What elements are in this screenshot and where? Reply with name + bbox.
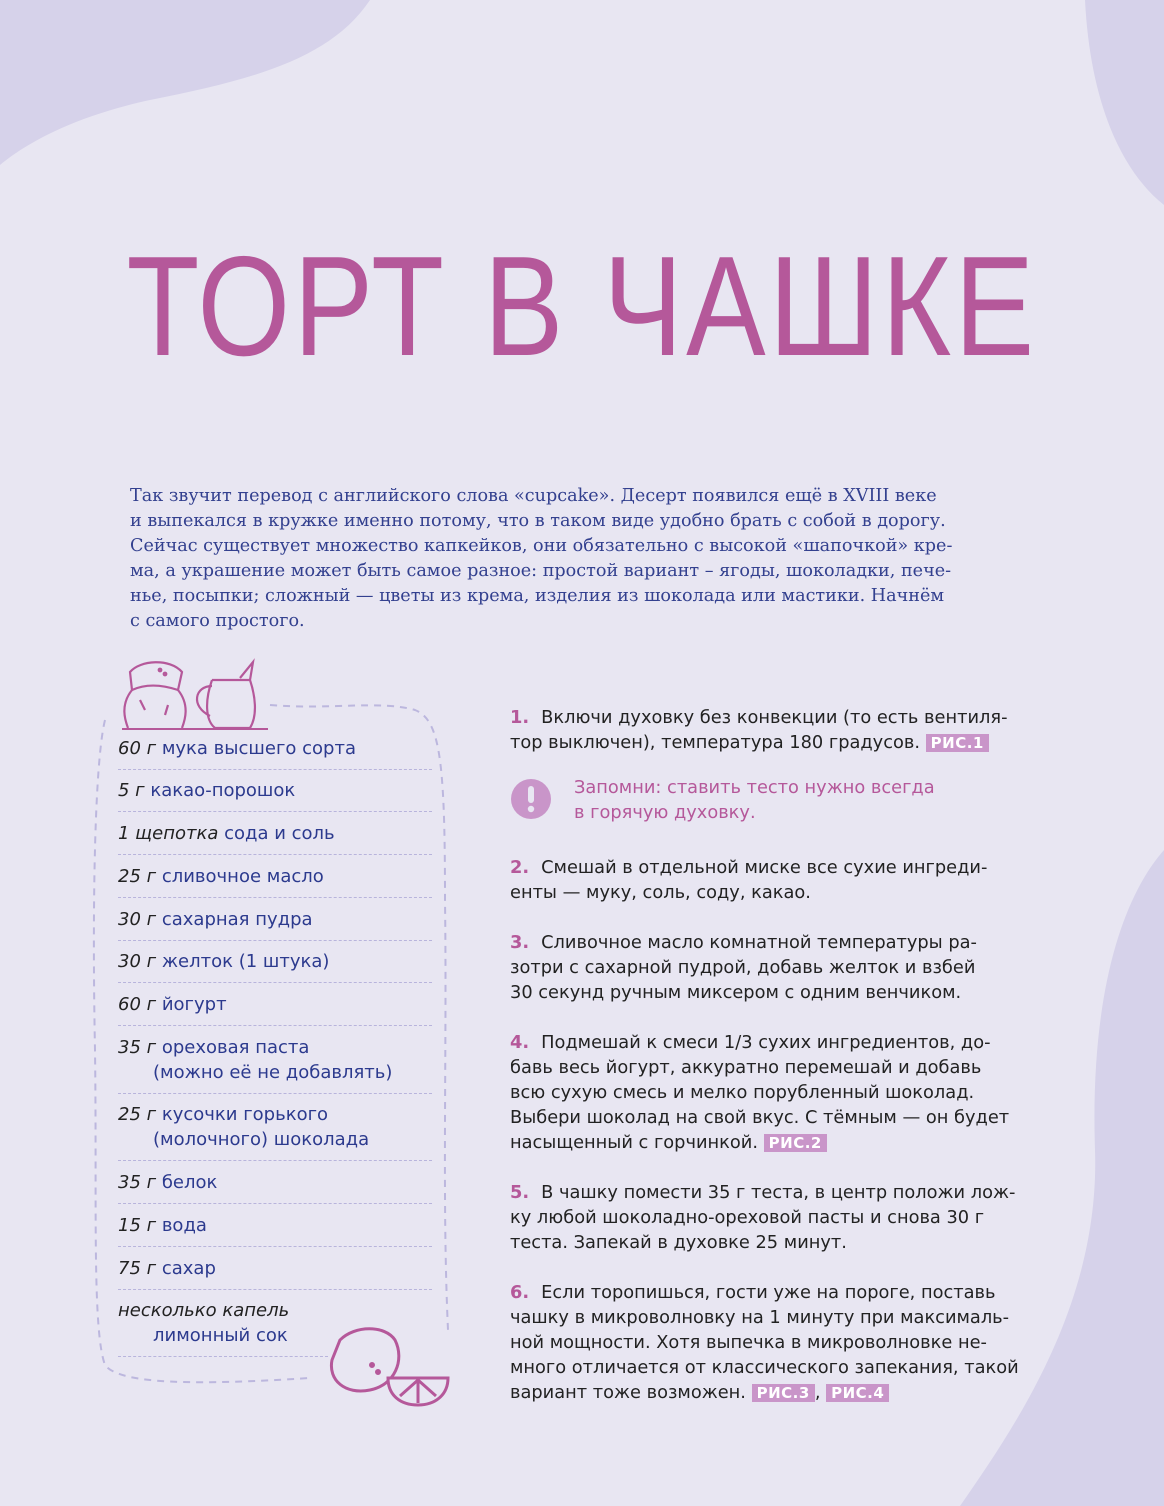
intro-paragraph	[130, 484, 1030, 634]
badge-separator: ,	[814, 1382, 821, 1403]
step-text: В чашку помести 35 г теста, в центр положи лож-	[541, 1182, 1016, 1203]
step-text: ной мощности. Хотя выпечка в микроволновке не-	[510, 1332, 987, 1353]
step-text: чашку в микроволновку на 1 минуту при максималь-	[510, 1307, 1010, 1328]
ingredient-item	[118, 1298, 432, 1348]
ingredient-name: сливочное масло	[161, 866, 324, 887]
step-text: тор выключен), температура 180 градусов.	[510, 732, 920, 753]
intro-line: Сейчас существует множество капкейков, они обязательно с высокой «шапочкой» кре-	[130, 536, 953, 556]
intro-line: Так звучит перевод с английского слова «cupcake». Десерт появился ещё в XVIII веке	[130, 486, 937, 506]
ingredient-name: ореховая паста	[161, 1037, 310, 1058]
step-text: Смешай в отдельной миске все сухие ингреди-	[541, 857, 988, 878]
intro-line: нье, посыпки; сложный — цветы из крема, изделия из шоколада или мастики. Начнём	[130, 586, 945, 606]
ingredient-divider	[118, 1246, 432, 1247]
ingredient-divider	[118, 982, 432, 983]
ingredient-quantity: 25 г	[118, 1104, 157, 1125]
step-text: насыщенный с горчинкой.	[510, 1132, 758, 1153]
step-number: 4.	[510, 1032, 530, 1053]
milk-jug-icon	[197, 662, 255, 728]
ingredient-item	[118, 949, 432, 974]
ingredient-item	[118, 864, 432, 889]
ingredient-item	[118, 736, 432, 761]
ingredient-quantity: 15 г	[118, 1215, 157, 1236]
step-text: Подмешай к смеси 1/3 сухих ингредиентов, до-	[541, 1032, 991, 1053]
ingredient-item	[118, 1102, 432, 1152]
ingredient-divider	[118, 897, 432, 898]
step-text: Сливочное масло комнатной температуры ра-	[541, 932, 977, 953]
ingredient-item	[118, 1256, 432, 1281]
ingredient-quantity: 5 г	[118, 780, 145, 801]
step-text: енты — муку, соль, соду, какао.	[510, 882, 811, 903]
ingredient-quantity: 35 г	[118, 1037, 157, 1058]
step-number: 5.	[510, 1182, 530, 1203]
ingredient-name: кусочки горького	[161, 1104, 329, 1125]
ingredient-name: белок	[161, 1172, 218, 1193]
step-text: теста. Запекай в духовке 25 минут.	[510, 1232, 847, 1253]
step-text: 30 секунд ручным миксером с одним венчиком.	[510, 982, 962, 1003]
step-text: Выбери шоколад на свой вкус. С тёмным — он будет	[510, 1107, 1010, 1128]
ingredient-name: сахар	[161, 1258, 216, 1279]
ingredient-name: мука высшего сорта	[161, 738, 356, 759]
page-title: ТОРТ В ЧАШКЕ	[126, 227, 1038, 386]
step-item	[510, 855, 987, 905]
step-number: 1.	[510, 707, 530, 728]
ingredient-divider	[118, 854, 432, 855]
step-text: много отличается от классического запекания, такой	[510, 1357, 1019, 1378]
ingredient-divider	[118, 1160, 432, 1161]
ingredient-quantity: 25 г	[118, 866, 157, 887]
exclamation-icon	[510, 778, 552, 820]
ingredient-name: йогурт	[161, 994, 227, 1015]
ingredient-item	[118, 821, 432, 846]
blob-top-left	[0, 0, 370, 165]
ingredient-divider	[118, 1203, 432, 1204]
note-line: в горячую духовку.	[574, 802, 756, 823]
note-line: Запомни: ставить тесто нужно всегда	[574, 777, 935, 798]
figure-reference-badge[interactable]: РИС.1	[926, 734, 989, 752]
step-text: всю сухую смесь и мелко порубленный шоколад.	[510, 1082, 975, 1103]
step-text: ку любой шоколадно-ореховой пасты и снова 30 г	[510, 1207, 985, 1228]
ingredient-quantity: 75 г	[118, 1258, 157, 1279]
ingredient-item	[118, 907, 432, 932]
ingredient-quantity: 35 г	[118, 1172, 157, 1193]
blob-bottom-right	[960, 850, 1164, 1506]
ingredient-quantity: 30 г	[118, 909, 157, 930]
step-number: 2.	[510, 857, 530, 878]
step-item	[510, 1030, 1009, 1156]
ingredient-divider	[118, 1093, 432, 1094]
ingredient-item	[118, 1035, 432, 1085]
reminder-note	[574, 775, 935, 825]
ingredient-name: вода	[161, 1215, 207, 1236]
step-number: 3.	[510, 932, 530, 953]
step-text: Если торопишься, гости уже на пороге, поставь	[541, 1282, 996, 1303]
ingredient-quantity: 60 г	[118, 738, 157, 759]
flour-sack-icon	[124, 662, 185, 728]
ingredient-item	[118, 1170, 432, 1195]
ingredient-item	[118, 778, 432, 803]
ingredient-divider	[118, 1356, 328, 1357]
ingredient-divider	[118, 1025, 432, 1026]
ingredient-divider	[118, 940, 432, 941]
ingredient-name: какао-порошок	[150, 780, 296, 801]
ingredient-name: желток (1 штука)	[161, 951, 330, 972]
intro-line: с самого простого.	[130, 611, 305, 631]
ingredient-divider	[118, 1289, 432, 1290]
ingredient-quantity: 60 г	[118, 994, 157, 1015]
step-text: бавь весь йогурт, аккуратно перемешай и добавь	[510, 1057, 982, 1078]
figure-reference-badge[interactable]: РИС.2	[764, 1134, 827, 1152]
ingredient-name-cont: лимонный сок	[153, 1325, 288, 1346]
figure-reference-badge[interactable]: РИС.4	[826, 1384, 889, 1402]
ingredient-quantity: 30 г	[118, 951, 157, 972]
step-item	[510, 930, 977, 1005]
step-text: Включи духовку без конвекции (то есть вентиля-	[541, 707, 1008, 728]
step-text: зотри с сахарной пудрой, добавь желток и взбей	[510, 957, 976, 978]
ingredient-item	[118, 992, 432, 1017]
ingredient-name: сахарная пудра	[161, 909, 313, 930]
intro-line: и выпекался в кружке именно потому, что в таком виде удобно брать с собой в дорогу.	[130, 511, 946, 531]
ingredient-quantity: 1 щепотка	[118, 823, 219, 844]
ingredient-item	[118, 1213, 432, 1238]
step-item	[510, 1180, 1015, 1255]
step-item	[510, 705, 1008, 756]
ingredient-quantity: несколько капель	[118, 1300, 290, 1321]
ingredient-name-cont: (можно её не добавлять)	[153, 1062, 393, 1083]
figure-reference-badge[interactable]: РИС.3	[752, 1384, 815, 1402]
ingredient-divider	[118, 769, 432, 770]
step-number: 6.	[510, 1282, 530, 1303]
blob-top-right	[1085, 0, 1164, 205]
ingredient-name-cont: (молочного) шоколада	[153, 1129, 370, 1150]
step-text: вариант тоже возможен.	[510, 1382, 746, 1403]
ingredient-name: сода и соль	[224, 823, 335, 844]
step-item	[510, 1280, 1019, 1406]
ingredient-divider	[118, 811, 432, 812]
intro-line: ма, а украшение может быть самое разное: простой вариант – ягоды, шоколадки, пече-	[130, 561, 952, 581]
